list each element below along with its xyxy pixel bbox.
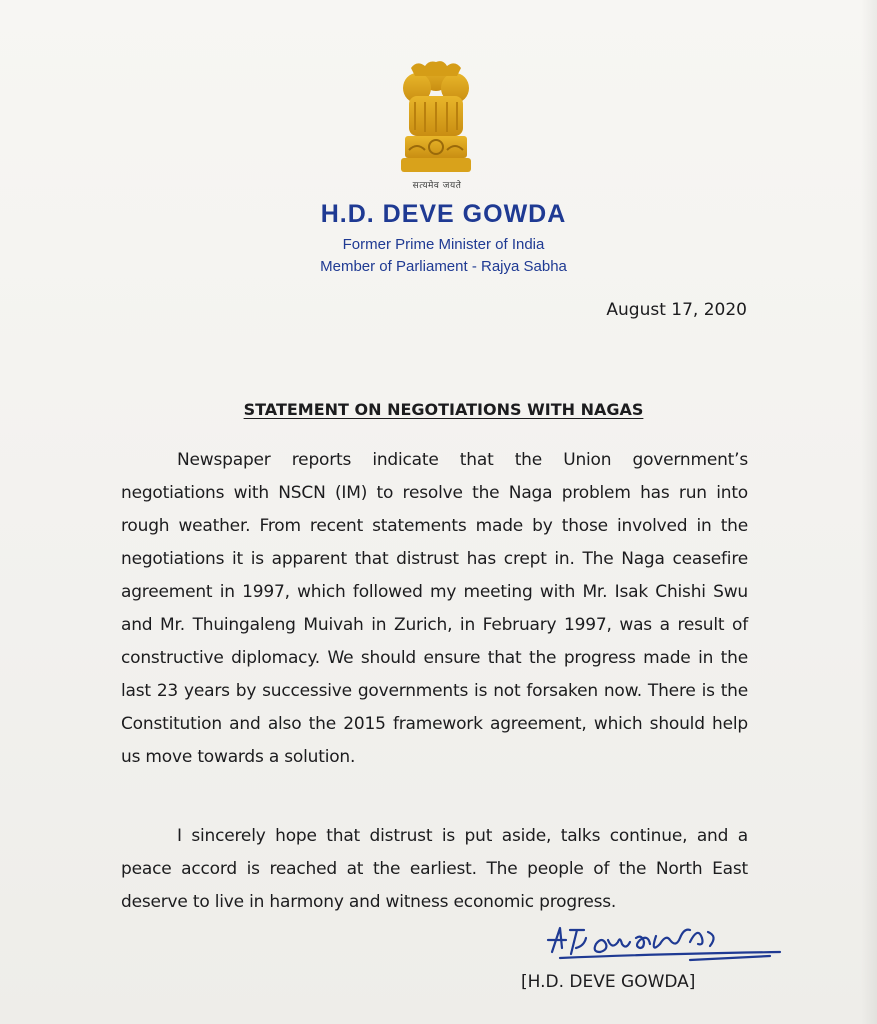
letterhead-title-former-pm: Former Prime Minister of India bbox=[342, 236, 545, 253]
page-edge-shadow bbox=[861, 0, 877, 1024]
emblem-motto: सत्यमेव जयते bbox=[412, 181, 462, 191]
body-paragraph-1: Newspaper reports indicate that the Union government’s negotiations with NSCN (IM) to resolve the Naga problem has run into rough weather. From recent statements made by those involved in the negotiations it is apparent that distrust has crept in. The Naga ceasefire agreement in 1997, which followed my meeting with Mr. Isak Chishi Swu and Mr. Thuingaleng Muivah in Zurich, in February 1997, was a result of constructive diplomacy. We should ensure that the progress made in the last 23 years by successive governments is not forsaken now. There is the Constitution and also the 2015 framework agreement, which should help us move towards a solution. bbox=[121, 450, 748, 767]
signatory-name: [H.D. DEVE GOWDA] bbox=[521, 972, 696, 992]
state-emblem-icon bbox=[395, 58, 477, 194]
letterhead-name: H.D. DEVE GOWDA bbox=[320, 200, 567, 228]
statement-heading: STATEMENT ON NEGOTIATIONS WITH NAGAS bbox=[243, 400, 644, 419]
letter-date: August 17, 2020 bbox=[606, 300, 747, 320]
handwritten-signature-icon bbox=[540, 918, 785, 968]
body-paragraph-2: I sincerely hope that distrust is put aside, talks continue, and a peace accord is reached at the earliest. The people of the North East deserve to live in harmony and witness economic progress. bbox=[121, 826, 748, 912]
letterhead-title-mp: Member of Parliament - Rajya Sabha bbox=[320, 258, 567, 275]
